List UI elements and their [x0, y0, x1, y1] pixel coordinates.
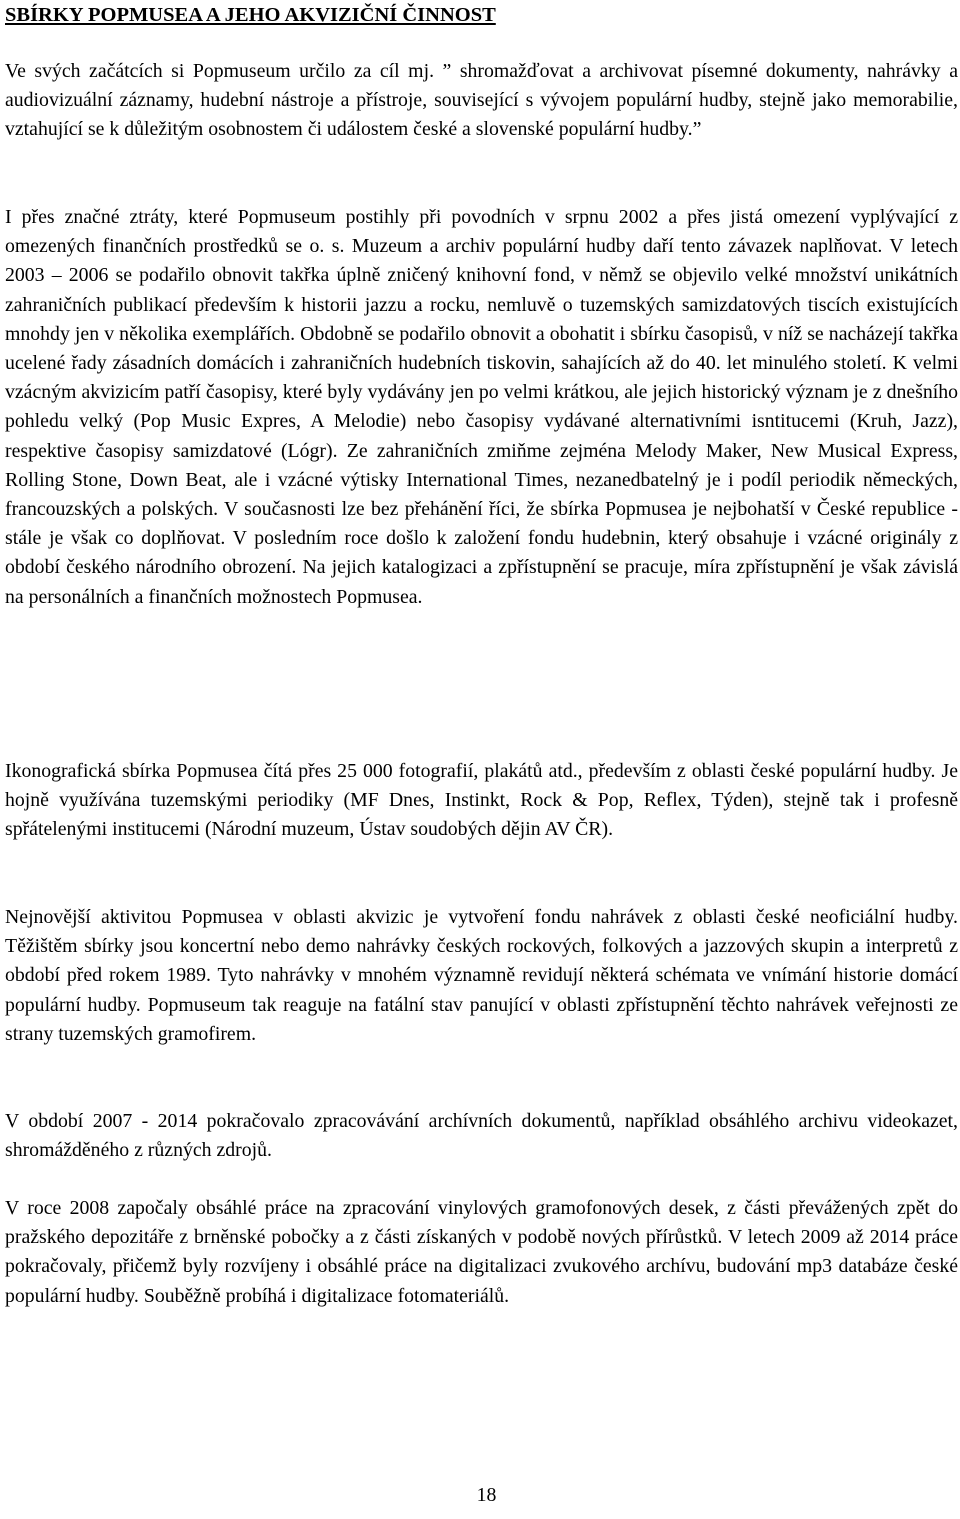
paragraph-vinyl-digitization: V roce 2008 započaly obsáhlé práce na zpracování vinylových gramofonových desek, z části převážených zpět do pražského depozitáře z brněnské pobočky a z části získaných v podobě nových přírůstků. V letech 2009 až 2014 práce pokračovaly, přičemž byly rozvíjeny i obsáhlé práce na digitalizaci zvukového archívu, budování mp3 databáze české populární hudby. Souběžně probíhá i digitalizace fotomateriálů.: [5, 1197, 958, 1307]
paragraph-iconography: Ikonografická sbírka Popmusea čítá přes 25 000 fotografií, plakátů atd., především z oblasti české populární hudby. Je hojně využívána tuzemskými periodiky (MF Dnes, Instinkt, Rock & Pop, Reflex, Týden), stejně tak i profesně spřátelenými institucemi (Národní muzeum, Ústav soudobých dějin AV ČR).: [5, 760, 958, 841]
page-number: 18: [476, 1484, 497, 1506]
paragraph-archive-processing: V období 2007 - 2014 pokračovalo zpracovávání archívních dokumentů, například obsáhlého archivu videokazet, shromážděného z různých zdrojů.: [5, 1110, 958, 1162]
page-title: SBÍRKY POPMUSEA A JEHO AKVIZIČNÍ ČINNOST: [5, 4, 496, 26]
paragraph-mission: Ve svých začátcích si Popmuseum určilo za cíl mj. ” shromažďovat a archivovat písemné dokumenty, nahrávky a audiovizuální záznamy, hudební nástroje a přístroje, související s vývojem populární hudby, stejně jako memorabilie, vztahující se k důležitým osobnostem či událostem české a slovenské populární hudby.”: [5, 60, 958, 141]
paragraph-collections: I přes značné ztráty, které Popmuseum postihly při povodních v srpnu 2002 a přes jistá omezení vyplývající z omezených finančních prostředků se o. s. Muzeum a archiv populární hudby daří tento závazek naplňovat. V letech 2003 – 2006 se podařilo obnovit takřka úplně zničený knihovní fond, v němž se objevilo velké množství unikátních zahraničních publikací především k historii jazzu a rocku, nemluvě o tuzemských samizdatových tiscích existujících mnohdy jen v několika exemplářích. Obdobně se podařilo obnovit a obohatit i sbírku časopisů, v níž se nacházejí takřka ucelené řady zásadních domácích i zahraničních hudebních tiskovin, sahajících až do 40. let minulého století. K velmi vzácným akvizicím patří časopisy, které byly vydávány jen po velmi krátkou, ale jejich historický význam je z dnešního pohledu velký (Pop Music Expres, A Melodie) nebo časopisy vydávané alternativními isntitucemi (Kruh, Jazz), respektive časopisy samizdatové (Lógr). Ze zahraničních zmiňme zejména Melody Maker, New Musical Express, Rolling Stone, Down Beat, ale i vzácné výtisky International Times, nezanedbatelný je i podíl periodik německých, francouzských a polských. V současnosti lze bez přehánění říci, že sbírka Popmusea je nejbohatší v České republice - stále je však co doplňovat. V posledním roce došlo k založení fondu hudebnin, který obsahuje i vzácné originály z období českého národního obrození. Na jejich katalogizaci a zpřístupnění se pracuje, míra zpřístupnění je však závislá na personálních a finančních možnostech Popmusea.: [5, 206, 958, 608]
paragraph-recordings: Nejnovější aktivitou Popmusea v oblasti akvizic je vytvoření fondu nahrávek z oblasti české neoficiální hudby. Těžištěm sbírky jsou koncertní nebo demo nahrávky českých rockových, folkových a jazzových skupin a interpretů z období před rokem 1989. Tyto nahrávky v mnohém významně revidují některá schémata ve vnímání historie domácí populární hudby. Popmuseum tak reaguje na fatální stav panující v oblasti zpřístupnění těchto nahrávek veřejnosti ze strany tuzemských gramofirem.: [5, 906, 958, 1045]
